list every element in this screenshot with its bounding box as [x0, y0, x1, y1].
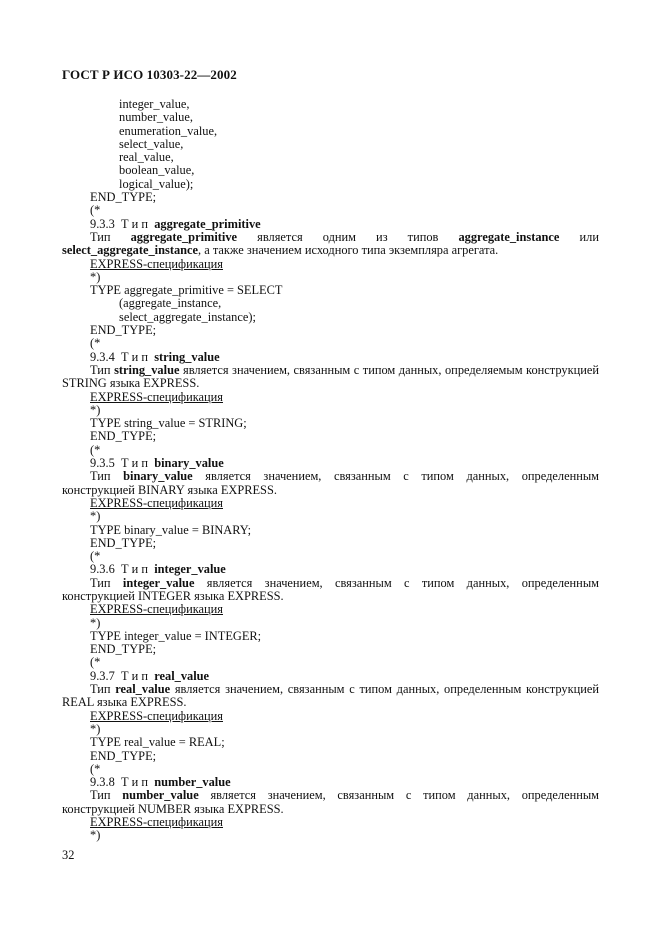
section-heading: [62, 218, 599, 231]
section-paragraph: Тип number_value является значением, связанным с типом данных, определенным конструкцией NUMBER языка EXPRESS.: [62, 788, 600, 816]
code-line: END_TYPE;: [90, 323, 157, 338]
express-spec-label: EXPRESS-спецификация: [90, 389, 223, 404]
code-line: select_aggregate_instance);: [119, 309, 256, 324]
comment-open: (*: [90, 336, 101, 351]
section-heading: [62, 351, 599, 364]
document-header: ГОСТ Р ИСО 10303-22—2002: [62, 67, 237, 82]
code-line: END_TYPE;: [90, 429, 157, 444]
express-spec-label: EXPRESS-спецификация: [90, 602, 223, 617]
comment-close: *): [90, 721, 101, 736]
comment-close: *): [90, 402, 101, 417]
comment-close: *): [90, 509, 101, 524]
section-number: 9.3.6: [90, 562, 115, 577]
section-number: 9.3.4: [90, 349, 115, 364]
section-type-word: Т и п: [120, 456, 149, 471]
code-line: (aggregate_instance,: [119, 296, 222, 311]
section-paragraph: Тип aggregate_primitive является одним из типов aggregate_instance или select_aggregate_instance, а также значением исходного типа экземпляра агрегата.: [62, 229, 599, 258]
express-spec-label: EXPRESS-спецификация: [90, 495, 223, 510]
section-paragraph: Тип real_value является значением, связанным с типом данных, определенным конструкцией REAL языка EXPRESS.: [62, 682, 599, 710]
section-number: 9.3.8: [90, 775, 115, 790]
section-type-word: Т и п: [120, 349, 149, 364]
code-line: END_TYPE;: [90, 642, 157, 657]
code-line: TYPE integer_value = INTEGER;: [90, 628, 262, 643]
code-line: integer_value,: [119, 97, 190, 111]
code-line: TYPE string_value = STRING;: [90, 416, 247, 431]
section-entity-name: integer_value: [154, 562, 226, 577]
section-type-word: Т и п: [120, 668, 149, 683]
code-line: select_value,: [119, 136, 184, 151]
section-type-word: Т и п: [120, 216, 149, 231]
code-line: END_TYPE;: [90, 748, 157, 763]
code-line: logical_value);: [119, 176, 194, 191]
code-line: boolean_value,: [119, 163, 195, 178]
comment-open: (*: [90, 549, 101, 564]
section-entity-name: aggregate_primitive: [154, 216, 261, 231]
comment-close: *): [90, 269, 101, 284]
section-paragraph: Тип integer_value является значением, связанным с типом данных, определенным конструкцией INTEGER языка EXPRESS.: [62, 575, 599, 603]
section-heading: [62, 670, 599, 683]
section-paragraph: Тип binary_value является значением, связанным с типом данных, определенным конструкцией BINARY языка EXPRESS.: [62, 469, 600, 497]
section-heading: [62, 563, 599, 576]
section-entity-name: binary_value: [154, 456, 224, 471]
comment-open: (*: [90, 442, 101, 457]
code-line: END_TYPE;: [90, 535, 157, 550]
code-line: TYPE real_value = REAL;: [90, 735, 225, 750]
comment-open: (*: [90, 203, 101, 218]
code-line: enumeration_value,: [119, 123, 218, 138]
comment-close: *): [90, 828, 101, 843]
express-spec-label: EXPRESS-спецификация: [90, 815, 223, 830]
comment-open: (*: [90, 761, 101, 776]
code-line: TYPE aggregate_primitive = SELECT: [90, 283, 283, 298]
express-spec-label: EXPRESS-спецификация: [90, 256, 223, 271]
code-line: END_TYPE;: [90, 190, 157, 205]
section-number: 9.3.5: [90, 456, 115, 471]
section-heading: [62, 776, 599, 789]
comment-open: (*: [90, 655, 101, 670]
section-entity-name: real_value: [154, 668, 210, 683]
code-line: number_value,: [119, 110, 193, 125]
code-line: TYPE binary_value = BINARY;: [90, 522, 252, 537]
page-number: 32: [62, 848, 75, 862]
express-spec-label: EXPRESS-спецификация: [90, 708, 223, 723]
section-heading: [62, 457, 599, 470]
document-body: [62, 98, 599, 843]
section-entity-name: string_value: [154, 349, 220, 364]
section-number: 9.3.7: [90, 668, 115, 683]
code-line: real_value,: [119, 150, 174, 165]
section-type-word: Т и п: [120, 562, 149, 577]
section-number: 9.3.3: [90, 216, 115, 231]
section-entity-name: number_value: [154, 775, 231, 790]
comment-close: *): [90, 615, 101, 630]
section-type-word: Т и п: [120, 775, 149, 790]
section-paragraph: Тип string_value является значением, связанным с типом данных, определяемым конструкцией STRING языка EXPRESS.: [62, 362, 599, 391]
